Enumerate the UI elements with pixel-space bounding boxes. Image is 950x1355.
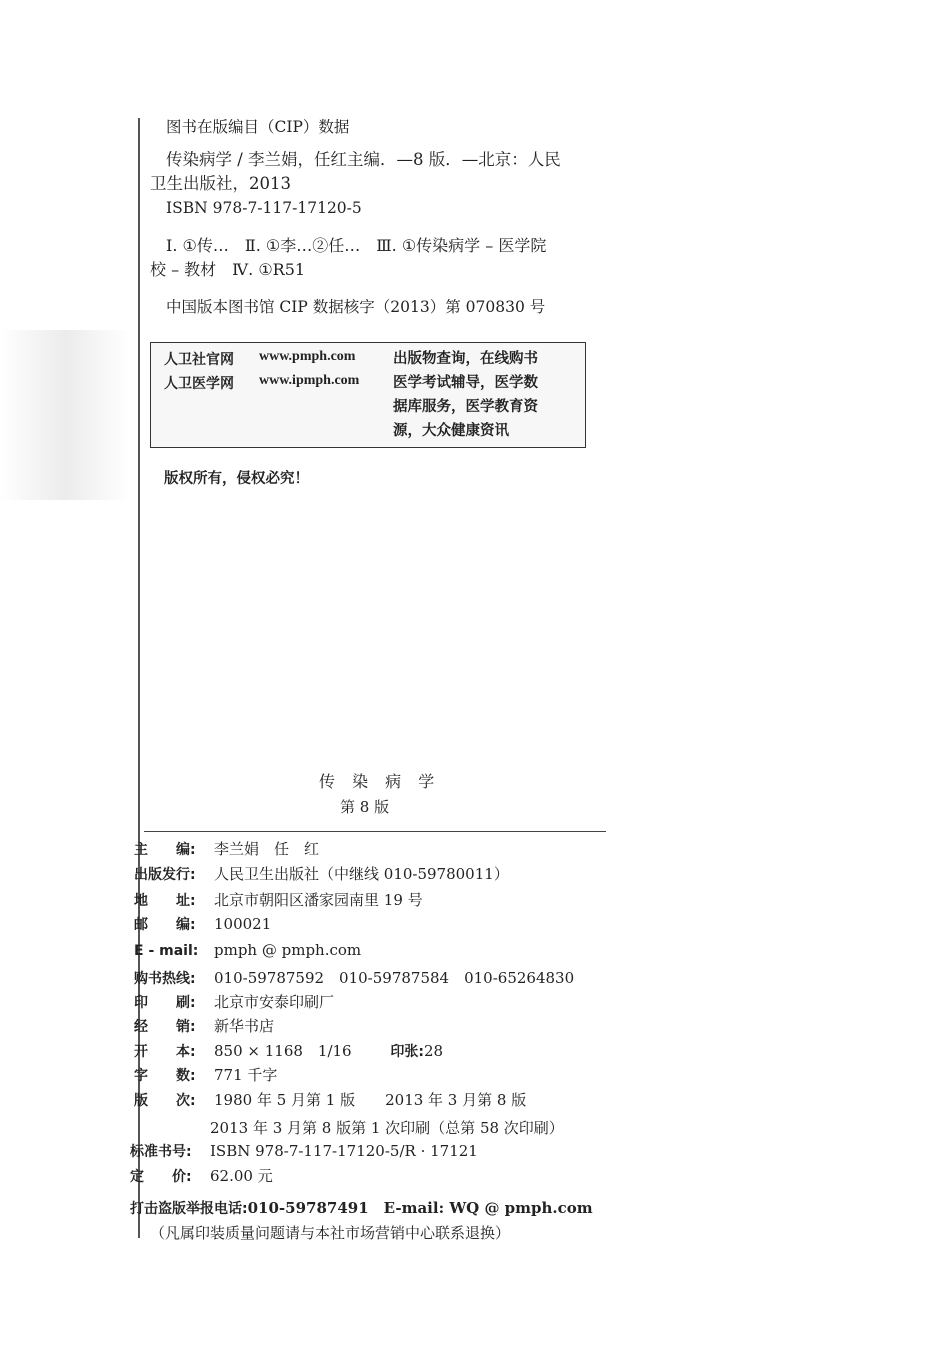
promo-desc-2: 医学考试辅导，医学数 (393, 375, 538, 391)
postcode-value: 100021 (214, 915, 272, 933)
postcode-key: 邮 编: (134, 917, 196, 933)
words-value: 771 千字 (214, 1066, 278, 1084)
words-key: 字 数: (134, 1068, 196, 1084)
distributor-value: 新华书店 (214, 1017, 275, 1035)
edition-key: 版 次: (134, 1093, 196, 1109)
piracy-value: 010-59787491 E-mail: WQ @ pmph.com (247, 1199, 593, 1217)
row-note (150, 1222, 510, 1243)
site1-url[interactable]: www.pmph.com (259, 349, 356, 364)
cip-line-2: 卫生出版社，2013 (150, 174, 291, 193)
std-number-value: ISBN 978-7-117-17120-5/R · 17121 (210, 1142, 478, 1160)
promo-desc (393, 347, 538, 443)
format-key: 开 本: (134, 1044, 196, 1060)
promo-box (150, 342, 586, 448)
row-printer (134, 991, 334, 1012)
promo-desc-3: 据库服务，医学教育资 (393, 399, 538, 415)
promo-desc-4: 源，大众健康资讯 (393, 423, 509, 439)
distributor-key: 经 销: (134, 1019, 196, 1035)
cip-isbn: ISBN 978-7-117-17120-5 (166, 199, 362, 217)
row-address (134, 889, 423, 910)
book-title: 传 染 病 学 (319, 772, 441, 791)
sheets-key: 印张: (390, 1044, 424, 1060)
sheets-value: 28 (423, 1042, 444, 1060)
editor-key: 主 编: (134, 842, 196, 858)
row-words (134, 1064, 277, 1085)
cip-classification-2: 校 – 教材 Ⅳ. ①R51 (150, 260, 306, 279)
address-key: 地 址: (134, 893, 196, 909)
row-postcode (134, 914, 271, 934)
row-format (134, 1040, 443, 1061)
publisher-value: 人民卫生出版社（中继线 010-59780011） (214, 865, 509, 883)
printer-key: 印 刷: (134, 995, 196, 1011)
divider (144, 831, 606, 832)
price-value: 62.00 元 (210, 1167, 273, 1185)
scan-shadow (0, 330, 130, 500)
cip-number: 中国版本图书馆 CIP 数据核字（2013）第 070830 号 (166, 298, 546, 316)
cip-heading: 图书在版编目（CIP）数据 (166, 118, 350, 136)
cip-classification-1: Ⅰ. ①传… Ⅱ. ①李…②任… Ⅲ. ①传染病学 – 医学院 (166, 236, 547, 255)
site2-url[interactable]: www.ipmph.com (259, 373, 360, 388)
book-edition: 第 8 版 (340, 798, 390, 816)
price-key: 定 价: (130, 1169, 192, 1185)
row-edition (134, 1089, 526, 1110)
std-number-key: 标准书号: (130, 1144, 192, 1160)
row-std-number (130, 1141, 478, 1161)
row-edition-2 (210, 1117, 564, 1138)
promo-desc-1: 出版物查询，在线购书 (393, 351, 538, 367)
hotline-key: 购书热线: (134, 971, 196, 987)
copyright-notice: 版权所有，侵权必究！ (164, 471, 309, 487)
cip-line-1: 传染病学 / 李兰娟，任红主编．—8 版．—北京：人民 (166, 150, 561, 169)
email-value[interactable]: pmph @ pmph.com (214, 941, 362, 959)
row-email (134, 941, 361, 959)
publisher-key: 出版发行: (134, 867, 196, 883)
email-key: E - mail: (134, 943, 199, 959)
edition-value-2: 2013 年 3 月第 8 版第 1 次印刷（总第 58 次印刷） (210, 1119, 564, 1137)
row-distributor (134, 1015, 274, 1036)
row-price (130, 1165, 273, 1186)
printer-value: 北京市安泰印刷厂 (214, 993, 335, 1011)
format-value: 850 × 1168 1/16 (214, 1042, 352, 1060)
row-publisher (134, 863, 509, 884)
hotline-value: 010-59787592 010-59787584 010-65264830 (214, 969, 575, 987)
row-hotline (134, 967, 574, 988)
edition-value-1: 1980 年 5 月第 1 版 2013 年 3 月第 8 版 (214, 1091, 527, 1109)
editor-value: 李兰娟 任 红 (214, 840, 320, 858)
row-piracy (130, 1197, 593, 1218)
row-editor (134, 838, 319, 859)
piracy-key: 打击盗版举报电话: (130, 1201, 248, 1217)
address-value: 北京市朝阳区潘家园南里 19 号 (214, 891, 423, 909)
site1-label: 人卫社官网 (164, 352, 234, 368)
site2-label: 人卫医学网 (164, 376, 234, 392)
quality-note: （凡属印装质量问题请与本社市场营销中心联系退换） (150, 1224, 511, 1242)
